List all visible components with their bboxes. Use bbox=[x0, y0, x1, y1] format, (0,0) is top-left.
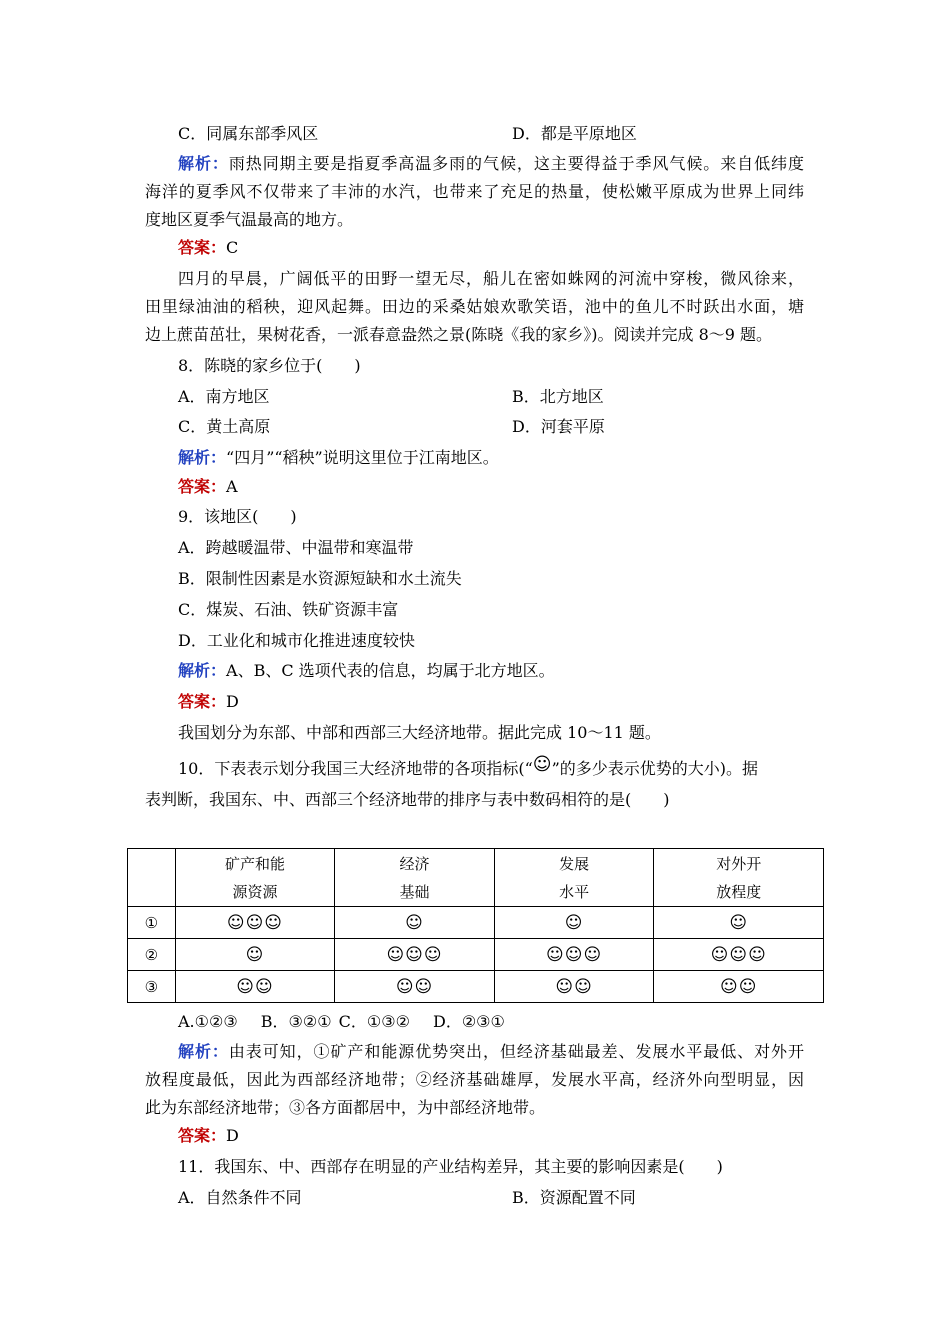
q9-analysis: 解析：A、B、C 选项代表的信息，均属于北方地区。 bbox=[178, 661, 555, 680]
q10-stem-line1: 10．下表表示划分我国三大经济地带的各项指标(“☺”的多少表示优势的大小)。据 bbox=[178, 754, 758, 778]
smiley-icon: ☺ bbox=[335, 907, 495, 939]
q10-options: A.①②③ B．③②① C．①③② D．②③① bbox=[178, 1012, 505, 1031]
smiley-icon: ☺ bbox=[654, 907, 824, 939]
smiley-icon: ☺☺☺ bbox=[335, 939, 495, 971]
smiley-icon: ☺☺ bbox=[654, 971, 824, 1003]
header-cell: 矿产和能 源资源 bbox=[175, 849, 335, 907]
analysis-label: 解析： bbox=[178, 154, 229, 173]
q10-answer: 答案：D bbox=[178, 1126, 239, 1145]
q10-analysis-line1: 解析：由表可知，①矿产和能源优势突出，但经济基础最差、发展水平最低、对外开 bbox=[178, 1042, 804, 1061]
q10-analysis-line2: 放程度最低，因此为西部经济地带；②经济基础雄厚，发展水平高，经济外向型明显，因 bbox=[145, 1070, 804, 1089]
q9-option-c: C．煤炭、石油、铁矿资源丰富 bbox=[178, 600, 399, 619]
q10-analysis-line3: 此为东部经济地带；③各方面都居中，为中部经济地带。 bbox=[145, 1098, 546, 1117]
q9-answer: 答案：D bbox=[178, 692, 239, 711]
q7-analysis-line3: 度地区夏季气温最高的地方。 bbox=[145, 210, 354, 229]
header-cell: 发展 水平 bbox=[494, 849, 654, 907]
q8-analysis: 解析：“四月”“稻秧”说明这里位于江南地区。 bbox=[178, 448, 499, 467]
passage-line3: 边上蔗苗茁壮，果树花香，一派春意盎然之景(陈晓《我的家乡》)。阅读并完成 8～9 题。 bbox=[145, 325, 773, 344]
q9-option-a: A．跨越暖温带、中温带和寒温带 bbox=[178, 538, 414, 557]
smiley-icon: ☺☺ bbox=[175, 971, 335, 1003]
q8-option-a: A．南方地区 bbox=[178, 387, 270, 406]
q9-stem: 9．该地区( ) bbox=[178, 507, 297, 526]
q8-option-c: C．黄土高原 bbox=[178, 417, 271, 436]
smiley-icon: ☺☺☺ bbox=[654, 939, 824, 971]
smiley-icon: ☺ bbox=[494, 907, 654, 939]
q11-option-a: A．自然条件不同 bbox=[178, 1188, 302, 1207]
q9-option-d: D．工业化和城市化推进速度较快 bbox=[178, 631, 415, 650]
q11-stem: 11．我国东、中、西部存在明显的产业结构差异，其主要的影响因素是( ) bbox=[178, 1157, 723, 1176]
row-label: ① bbox=[128, 907, 176, 939]
smiley-icon: ☺☺☺ bbox=[175, 907, 335, 939]
q8-stem: 8．陈晓的家乡位于( ) bbox=[178, 356, 361, 375]
smiley-icon: ☺☺ bbox=[494, 971, 654, 1003]
q7-analysis-line1: 解析：雨热同期主要是指夏季高温多雨的气候，这主要得益于季风气候。来自低纬度 bbox=[178, 154, 804, 173]
q8-answer: 答案：A bbox=[178, 477, 238, 496]
passage-line2: 田里绿油油的稻秧，迎风起舞。田边的采桑姑娘欢歌笑语，池中的鱼儿不时跃出水面，塘 bbox=[145, 297, 804, 316]
smiley-icon: ☺ bbox=[532, 754, 552, 775]
smiley-icon: ☺☺☺ bbox=[494, 939, 654, 971]
indicator-table bbox=[127, 848, 824, 1003]
row-label: ③ bbox=[128, 971, 176, 1003]
q7-option-d: D．都是平原地区 bbox=[512, 124, 637, 143]
q7-analysis-line2: 海洋的夏季风不仅带来了丰沛的水汽，也带来了充足的热量，使松嫩平原成为世界上同纬 bbox=[145, 182, 804, 201]
q9-option-b: B．限制性因素是水资源短缺和水土流失 bbox=[178, 569, 462, 588]
header-cell: 经济 基础 bbox=[335, 849, 495, 907]
header-blank bbox=[128, 849, 176, 907]
passage-line1: 四月的早晨，广阔低平的田野一望无尽，船儿在密如蛛网的河流中穿梭，微风徐来， bbox=[178, 269, 804, 288]
q7-answer: 答案：C bbox=[178, 238, 239, 257]
q10-stem-line2: 表判断，我国东、中、西部三个经济地带的排序与表中数码相符的是( ) bbox=[145, 790, 670, 809]
header-cell: 对外开 放程度 bbox=[654, 849, 824, 907]
intro-10-11: 我国划分为东部、中部和西部三大经济地带。据此完成 10～11 题。 bbox=[178, 723, 661, 742]
q11-option-b: B．资源配置不同 bbox=[512, 1188, 636, 1207]
q8-option-d: D．河套平原 bbox=[512, 417, 605, 436]
smiley-icon: ☺☺ bbox=[335, 971, 495, 1003]
smiley-icon: ☺ bbox=[175, 939, 335, 971]
q7-option-c: C．同属东部季风区 bbox=[178, 124, 319, 143]
row-label: ② bbox=[128, 939, 176, 971]
q8-option-b: B．北方地区 bbox=[512, 387, 604, 406]
